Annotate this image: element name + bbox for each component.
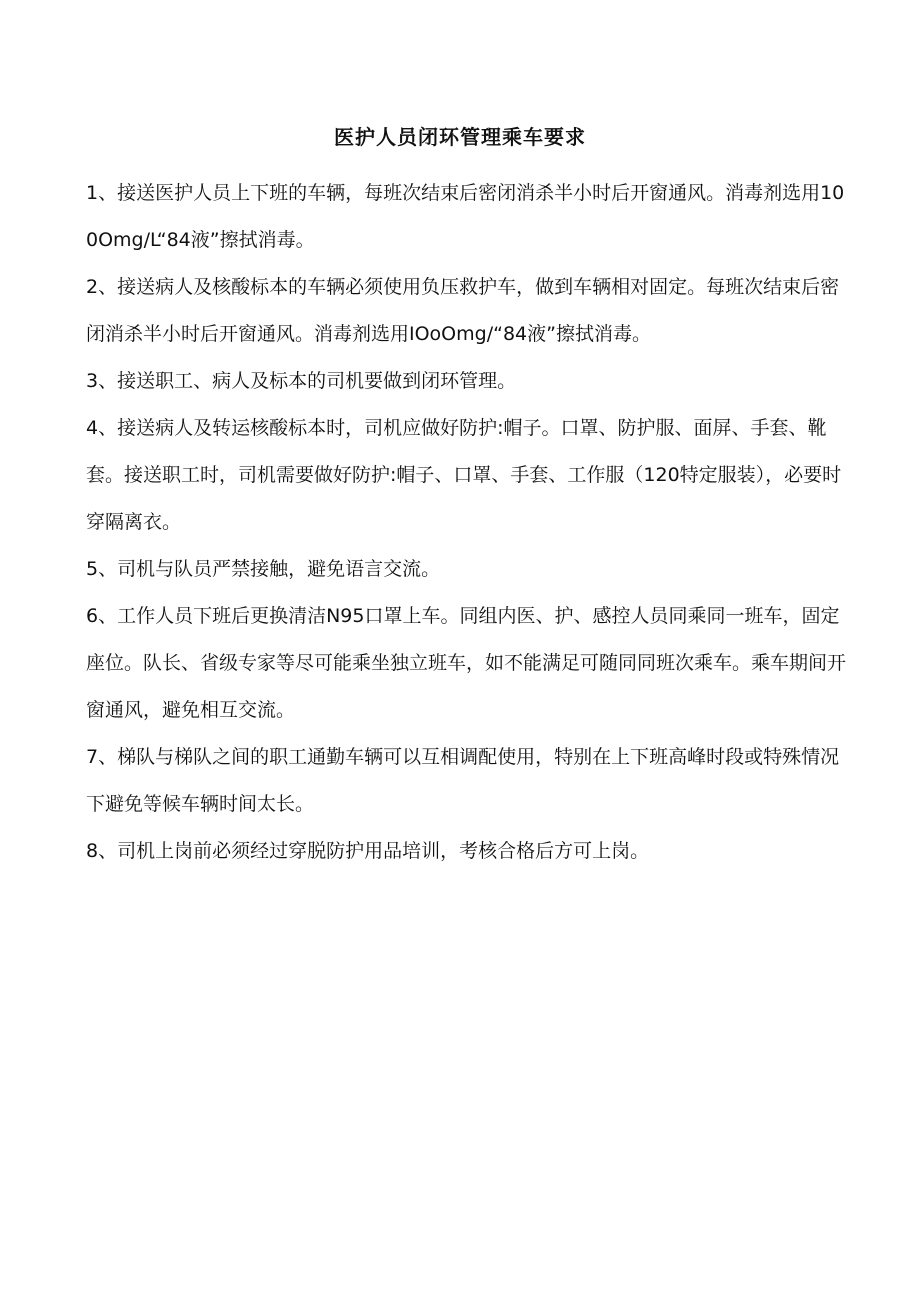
requirement-item-2: 2、接送病人及核酸标本的车辆必须使用负压救护车，做到车辆相对固定。每班次结束后密闭消杀半小时后开窗通风。消毒剂选用IOoOmg/“84液”擦拭消毒。 xyxy=(86,276,840,345)
document-title: 医护人员闭环管理乘车要求 xyxy=(334,125,586,149)
requirement-item-7: 7、梯队与梯队之间的职工通勤车辆可以互相调配使用，特别在上下班高峰时段或特殊情况下避免等候车辆时间太长。 xyxy=(86,746,840,815)
requirement-item-1: 1、接送医护人员上下班的车辆，每班次结束后密闭消杀半小时后开窗通风。消毒剂选用100Omg/L“84液”擦拭消毒。 xyxy=(86,182,845,251)
document-body xyxy=(86,170,856,875)
requirement-item-5: 5、司机与队员严禁接触，避免语言交流。 xyxy=(86,558,441,580)
requirement-item-6: 6、工作人员下班后更换清洁N95口罩上车。同组内医、护、感控人员同乘同一班车，固定座位。队长、省级专家等尽可能乘坐独立班车，如不能满足可随同同班次乘车。乘车期间开窗通风，避免相互交流。 xyxy=(86,605,847,721)
requirement-item-4: 4、接送病人及转运核酸标本时，司机应做好防护:帽子。口罩、防护服、面屏、手套、靴套。接送职工时，司机需要做好防护:帽子、口罩、手套、工作服（120特定服装），必要时穿隔离衣。 xyxy=(86,417,842,533)
requirement-item-8: 8、司机上岗前必须经过穿脱防护用品培训，考核合格后方可上岗。 xyxy=(86,840,650,862)
requirement-item-3: 3、接送职工、病人及标本的司机要做到闭环管理。 xyxy=(86,370,517,392)
